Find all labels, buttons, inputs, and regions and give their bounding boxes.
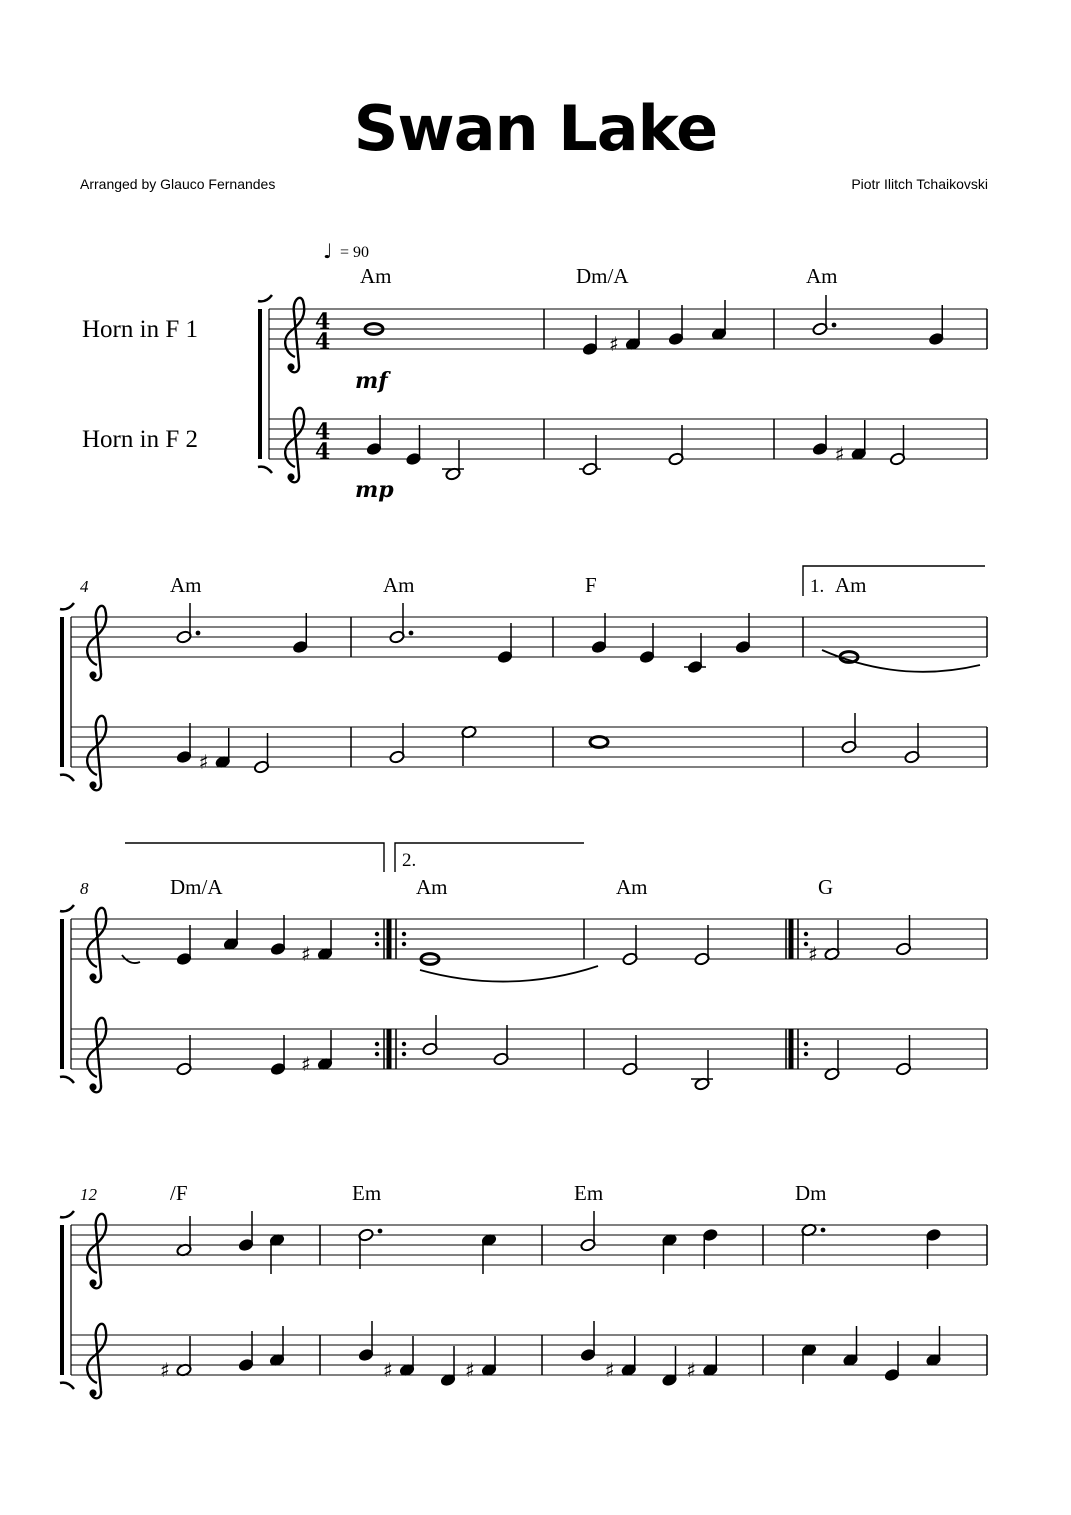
repeat-dot	[375, 932, 379, 936]
treble-clef-dot	[287, 473, 294, 480]
dynamic-horn-2: mp	[355, 477, 394, 503]
chord-symbol: Am	[416, 875, 448, 899]
sharp-icon: ♯	[301, 1052, 311, 1076]
sharp-icon: ♯	[808, 942, 818, 966]
sharp-icon: ♯	[686, 1358, 696, 1382]
repeat-dot	[804, 1042, 808, 1046]
horn1-dot	[832, 323, 837, 328]
bracket-bottom-hook	[60, 1077, 74, 1083]
bracket-top-hook	[60, 603, 74, 609]
chord-symbol: Dm/A	[576, 264, 629, 288]
horn2-note	[590, 737, 608, 748]
sharp-icon: ♯	[834, 442, 845, 466]
treble-clef-dot	[89, 1279, 96, 1286]
bracket-bottom-hook	[60, 775, 74, 781]
chord-symbol: Em	[352, 1181, 382, 1205]
treble-clef-dot	[89, 781, 96, 788]
horn1-dot	[409, 631, 414, 636]
measure-number: 12	[80, 1185, 97, 1204]
bracket-top-hook	[258, 295, 272, 301]
treble-clef-dot	[287, 363, 294, 370]
instrument-name-horn-1: Horn in F 1	[82, 316, 198, 343]
chord-symbol: Am	[360, 264, 392, 288]
music-notation	[60, 264, 987, 1398]
bracket-bottom-hook	[258, 467, 272, 473]
tie	[420, 966, 598, 982]
instrument-name-horn-2: Horn in F 2	[82, 426, 198, 453]
chord-symbol: F	[585, 573, 597, 597]
chord-symbol: Am	[383, 573, 415, 597]
sharp-icon: ♯	[198, 750, 209, 774]
composer-credit: Piotr Ilitch Tchaikovski	[851, 176, 988, 192]
tempo-text: = 90	[340, 244, 370, 261]
time-signature-bottom: 4	[315, 329, 331, 355]
sharp-icon: ♯	[465, 1358, 475, 1382]
repeat-dot	[402, 942, 406, 946]
sharp-icon: ♯	[609, 332, 619, 356]
volta-first-ending	[125, 566, 985, 872]
measure-number: 4	[80, 577, 89, 596]
page-title: Swan Lake	[353, 92, 718, 165]
chord-symbol: Dm/A	[170, 875, 223, 899]
repeat-dot	[804, 1052, 808, 1056]
horn1-dot	[821, 1228, 826, 1233]
measure-number: 8	[80, 879, 89, 898]
repeat-dot	[804, 932, 808, 936]
repeat-dot	[375, 1042, 379, 1046]
repeat-dot	[375, 942, 379, 946]
horn1-dot	[378, 1229, 383, 1234]
chord-symbol: Am	[170, 573, 202, 597]
treble-clef-dot	[89, 671, 96, 678]
sharp-icon: ♯	[383, 1358, 393, 1382]
tempo-note-glyph: ♩	[323, 239, 333, 263]
time-signature-top: 4	[315, 309, 331, 335]
bracket-bottom-hook	[60, 1383, 74, 1389]
chord-symbol: Dm	[795, 1181, 827, 1205]
repeat-dot	[402, 1052, 406, 1056]
sharp-icon: ♯	[604, 1358, 615, 1382]
chord-symbol: Am	[835, 573, 867, 597]
chord-symbol: G	[818, 875, 834, 899]
treble-clef-dot	[89, 1083, 96, 1090]
chord-symbol: Am	[806, 264, 838, 288]
volta-second-ending	[395, 843, 584, 872]
time-signature-bottom: 4	[315, 439, 331, 465]
bracket-top-hook	[60, 905, 74, 911]
horn1-dot	[196, 631, 201, 636]
volta-second-label: 2.	[402, 850, 417, 871]
chord-symbol: /F	[170, 1181, 188, 1205]
volta-first-label: 1.	[810, 576, 825, 597]
repeat-dot	[375, 1052, 379, 1056]
chord-symbol: Am	[616, 875, 648, 899]
arranger-credit: Arranged by Glauco Fernandes	[80, 176, 276, 192]
repeat-dot	[402, 932, 406, 936]
time-signature-top: 4	[315, 419, 331, 445]
repeat-dot	[402, 1042, 406, 1046]
treble-clef-dot	[89, 1389, 96, 1396]
sharp-icon: ♯	[301, 942, 311, 966]
bracket-top-hook	[60, 1211, 74, 1217]
sharp-icon: ♯	[160, 1358, 170, 1382]
dynamic-horn-1: mf	[355, 368, 388, 394]
chord-symbol: Em	[574, 1181, 604, 1205]
treble-clef-dot	[89, 973, 96, 980]
